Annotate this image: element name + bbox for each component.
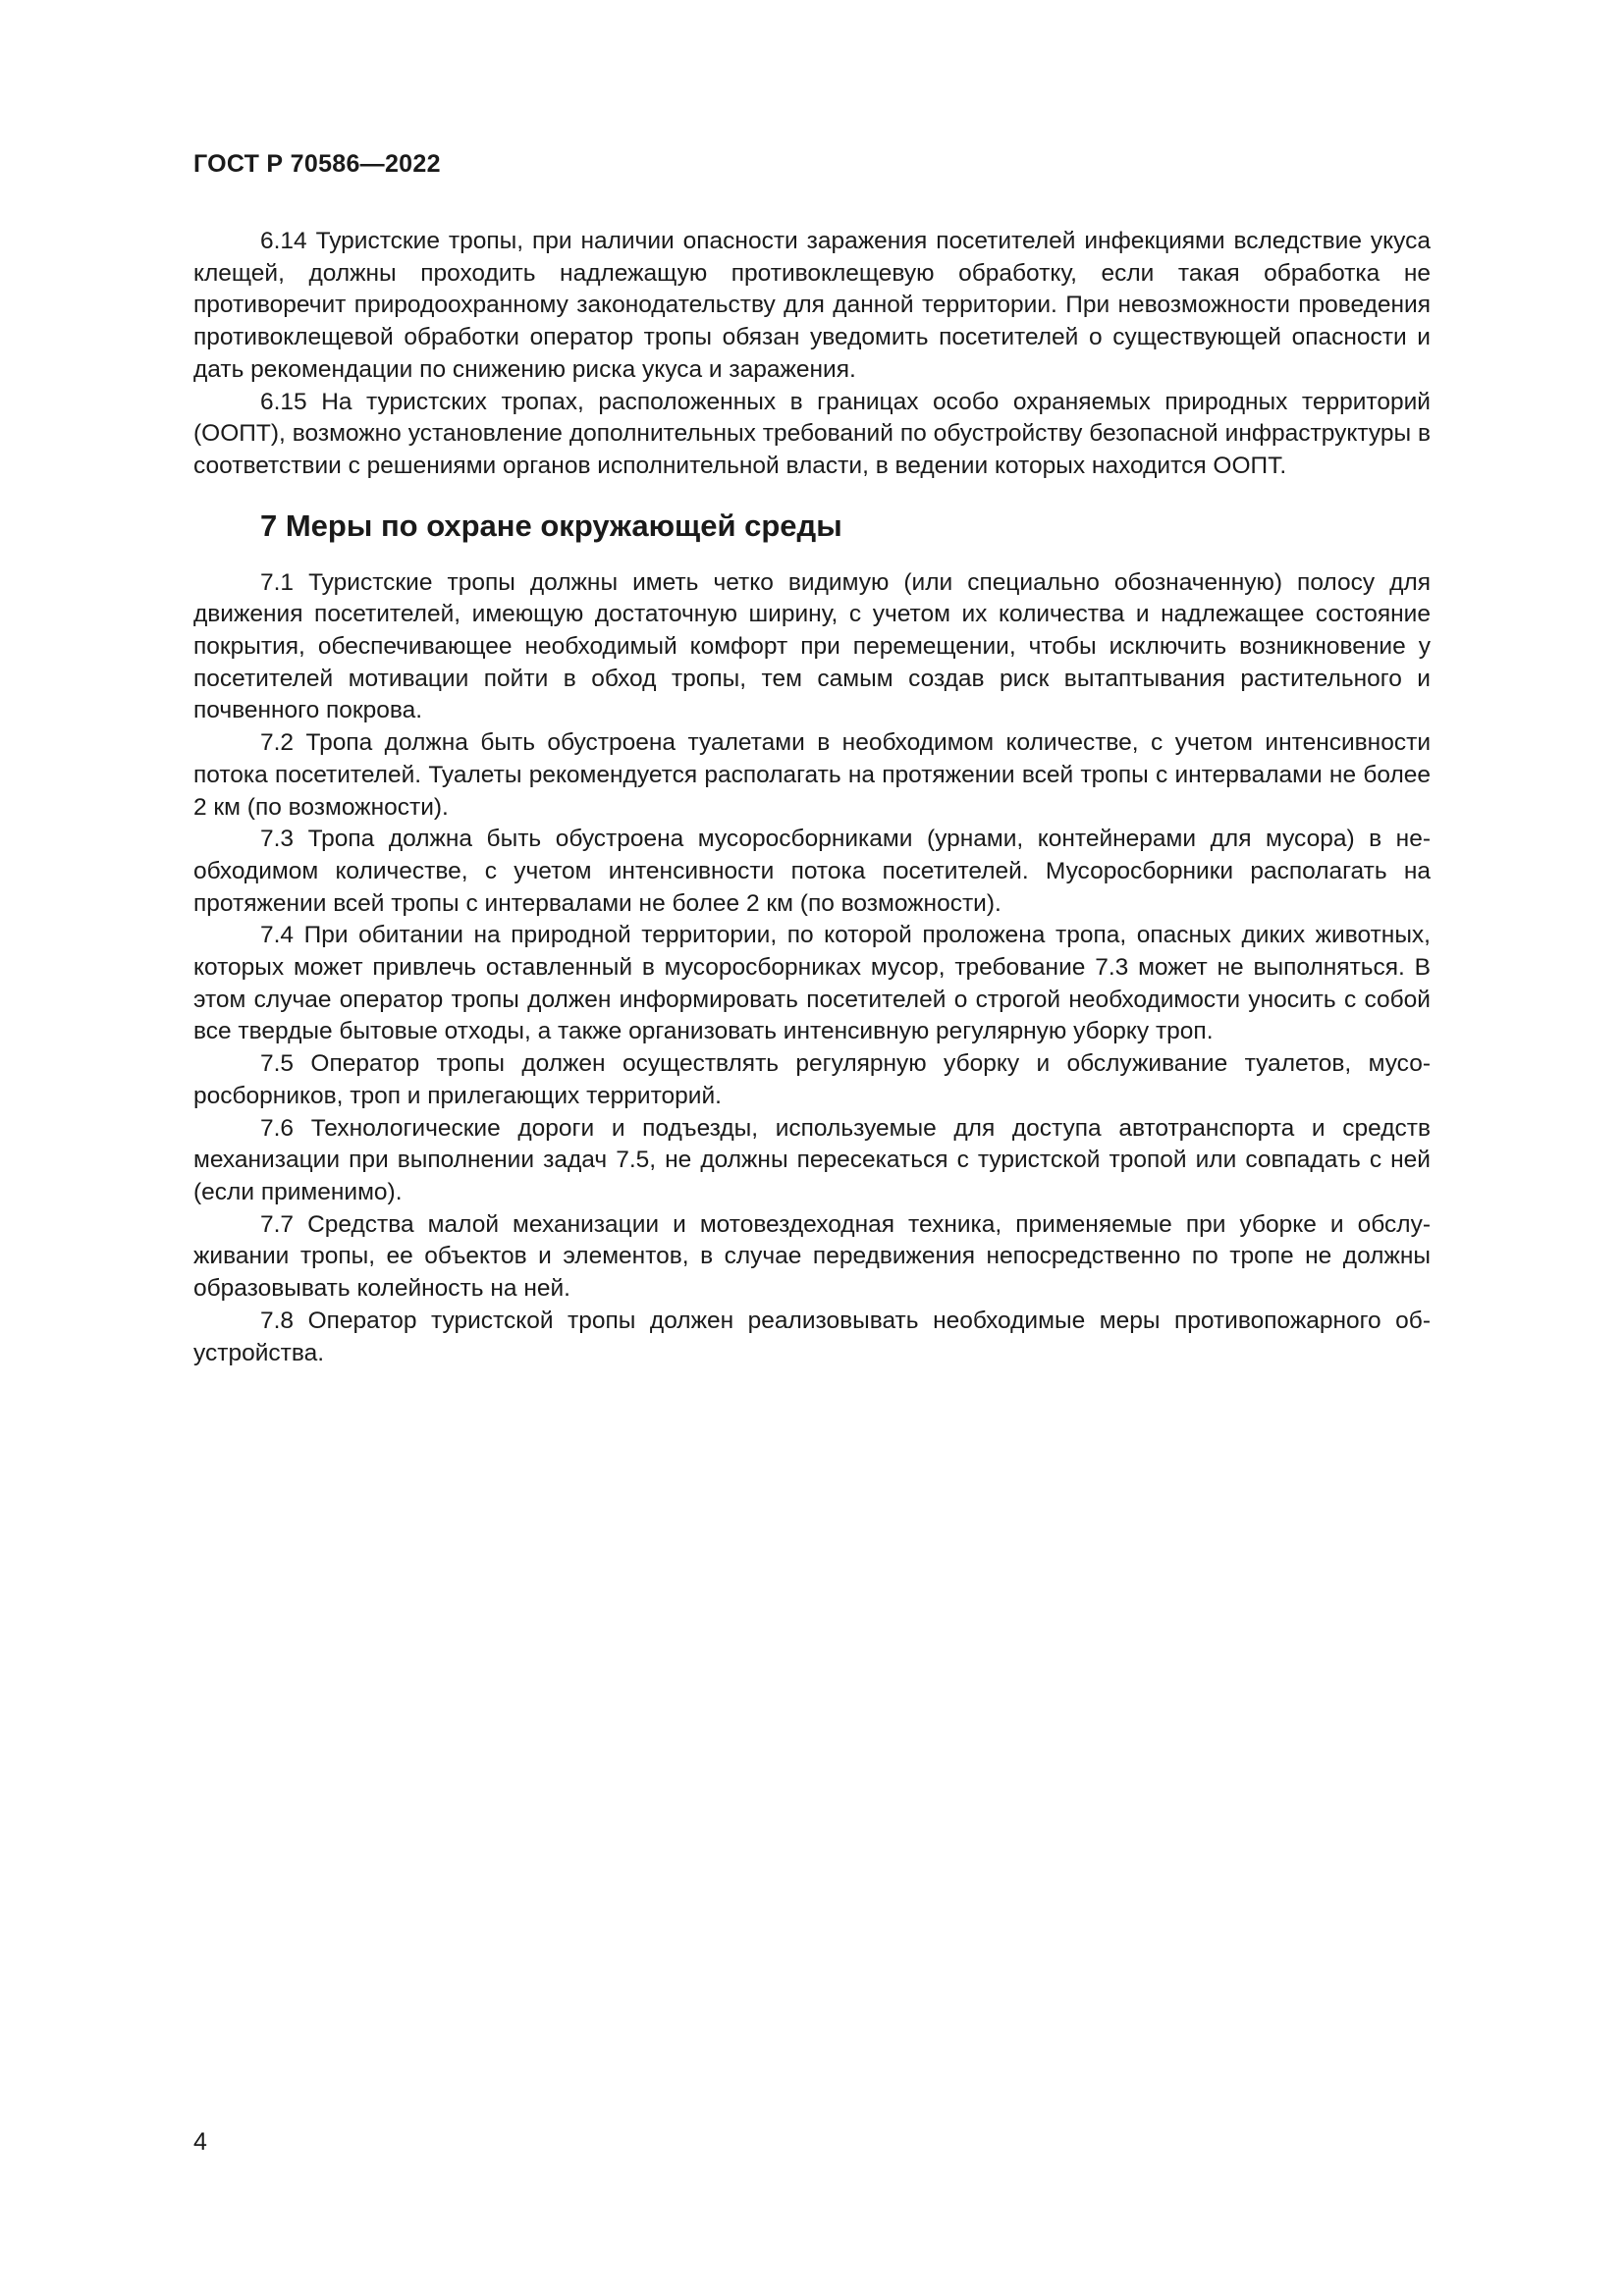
page-number: 4 [193, 2128, 207, 2156]
paragraph-7-6: 7.6 Технологические дороги и подъезды, используемые для доступа автотранспорта и средств механизации при выполнении задач 7.5, не должны пересекаться с туристской тропой или совпадать с ней (если применимо). [193, 1114, 1431, 1205]
paragraph-7-5: 7.5 Оператор тропы должен осуществлять регулярную уборку и обслуживание туалетов, мусоросборников, троп и прилегающих территорий. [193, 1050, 1431, 1109]
paragraph-7-1: 7.1 Туристские тропы должны иметь четко видимую (или специально обозначенную) полосу для движения посетителей, имеющую достаточную ширину, с учетом их количества и надлежащее состояние покрытия, обеспечивающее необходимый комфорт при перемещении, чтобы исключить возникновение у посетителей мотивации пойти в обход тропы, тем самым создав риск вытаптывания растительного и почвенного покрова. [193, 568, 1431, 724]
section-7-heading: 7 Меры по охране окружающей среды [260, 507, 842, 543]
paragraph-7-3: 7.3 Тропа должна быть обустроена мусоросборниками (урнами, контейнерами для мусора) в необходимом количестве, с учетом интенсивности потока посетителей. Мусоросборники располагать на протяжении всей тропы с интервалами не более 2 км (по возможности). [193, 826, 1431, 917]
paragraph-6-14: 6.14 Туристские тропы, при наличии опасности заражения посетителей инфекциями вследствие укуса клещей, должны проходить надлежащую противоклещевую обработку, если такая обработка не противоречит природоохранному законодательству для данной территории. При невозможности проведения противоклещевой обработки оператор тропы обязан уведомить посетителей о существующей опасности и дать рекомендации по снижению риска укуса и заражения. [193, 228, 1431, 383]
paragraph-7-7: 7.7 Средства малой механизации и мотовездеходная техника, применяемые при уборке и обслуживании тропы, ее объектов и элементов, в случае передвижения непосредственно по тропе не должны образовывать колейность на ней. [193, 1210, 1431, 1303]
standard-code-header: ГОСТ Р 70586—2022 [193, 150, 441, 178]
paragraph-7-2: 7.2 Тропа должна быть обустроена туалетами в необходимом количестве, с учетом интенсивности потока посетителей. Туалеты рекомендуется располагать на протяжении всей тропы с интервалами не более 2 км (по возможности). [193, 729, 1431, 821]
paragraph-7-8: 7.8 Оператор туристской тропы должен реализовывать необходимые меры противопожарного обустройства. [193, 1307, 1431, 1366]
page-body [193, 226, 1431, 1369]
paragraph-6-15: 6.15 На туристских тропах, расположенных в границах особо охраняемых природных территорий (ООПТ), возможно установление дополнительных требований по обустройству безопасной инфраструктуры в соответствии с решениями органов исполнительной власти, в ведении которых находится ООПТ. [193, 388, 1431, 479]
paragraph-7-4: 7.4 При обитании на природной территории, по которой проложена тропа, опасных диких животных, которых может привлечь оставленный в мусоросборниках мусор, требование 7.3 может не выполняться. В этом случае оператор тропы должен информировать посетителей о строгой необходимости уносить с собой все твердые бытовые отходы, а также организовать интенсивную регулярную уборку троп. [193, 922, 1431, 1045]
